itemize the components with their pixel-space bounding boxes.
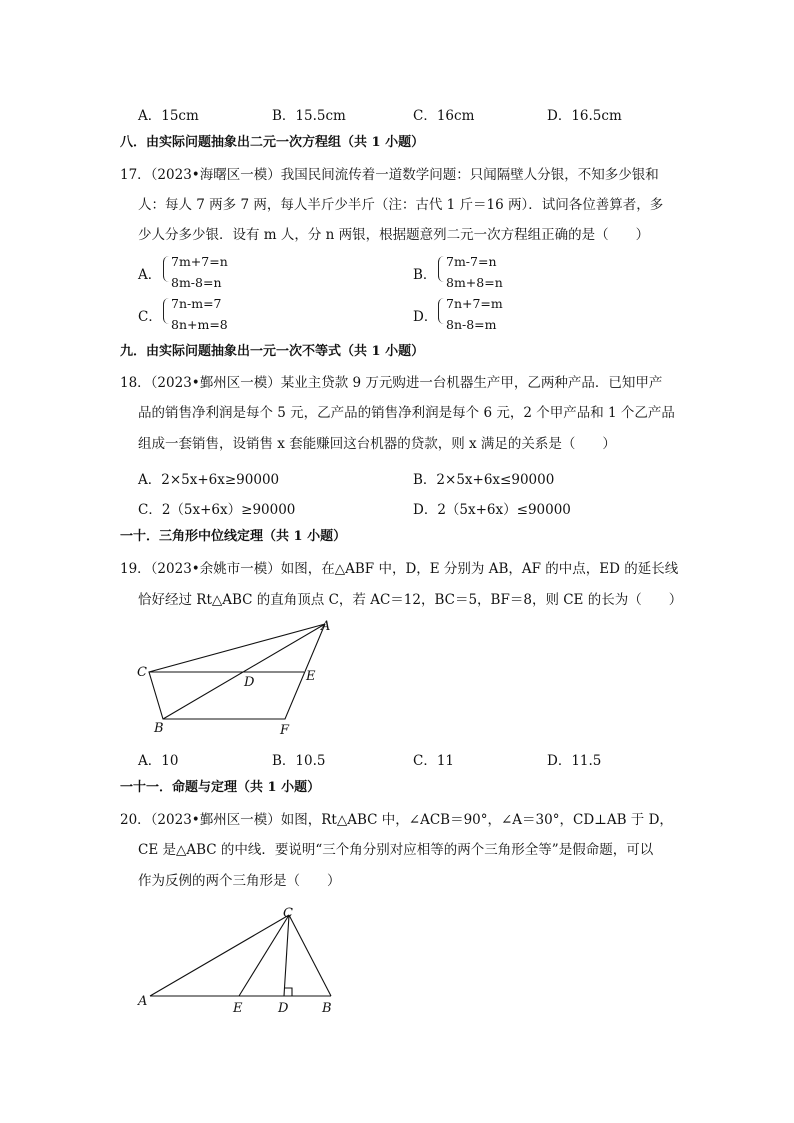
q17-option-d-eq1: 7n+7=m [446,296,503,311]
q20-text-line-3: 作为反例的两个三角形是（ ） [138,873,341,889]
section-9-title: 九．由实际问题抽象出一元一次不等式（共 1 小题） [120,344,425,359]
q20-label-d: D [278,1001,289,1016]
right-angle-icon [284,988,292,996]
q17-option-d-label: D． [413,309,438,325]
q19-text-line-2: 恰好经过 Rt△ABC 的直角顶点 C，若 AC＝12，BC＝5，BF＝8，则 CE 的长为（ ） [138,592,683,608]
q17-option-c-eq1: 7n-m=7 [171,296,222,311]
q17-text-line-3: 少人分多少银．设有 m 人，分 n 两银，根据题意列二元一次方程组正确的是（ ） [138,227,650,243]
q17-text-line-2: 人：每人 7 两多 7 两，每人半斤少半斤（注：古代 1 斤＝16 两）．试问各位善算者，多 [138,197,664,213]
q16-option-c[interactable]: C．16cm [413,108,475,124]
q18-text-line-2: 品的销售净利润是每个 5 元，乙产品的销售净利润是每个 6 元，2 个甲产品和 1 个乙产品 [138,405,675,421]
q17-option-a-eq1: 7m+7=n [171,254,228,269]
q17-option-b-label: B． [413,267,437,283]
q17-option-c-eq2: 8n+m=8 [171,317,228,332]
q19-label-b: B [154,721,164,736]
q17-option-a-label: A． [138,267,162,283]
q20-label-b: B [322,1001,332,1016]
q19-label-d: D [244,675,255,690]
q18-option-d[interactable]: D．2（5x+6x）≤90000 [413,502,571,518]
q20-segment-bc [289,915,331,996]
q20-text-line-1: 20．（2023•鄞州区一模）如图，Rt△ABC 中，∠ACB＝90°，∠A＝30°，CD⊥AB 于 D， [120,812,673,828]
q19-label-a: A [321,619,331,634]
q18-option-b[interactable]: B．2×5x+6x≤90000 [413,472,555,488]
q16-option-a[interactable]: A．15cm [138,108,199,124]
q17-option-c-label: C． [138,309,162,325]
q17-option-b-eq2: 8m+8=n [446,275,503,290]
q20-text-line-2: CE 是△ABC 的中线．要说明“三个角分别对应相等的两个三角形全等”是假命题，可以 [138,842,654,858]
q19-option-d[interactable]: D．11.5 [547,753,602,769]
q17-option-d-eq2: 8n-8=m [446,317,497,332]
q20-segment-ac [150,915,289,996]
q19-label-e: E [306,669,316,684]
q19-label-f: F [280,723,290,738]
q18-option-c[interactable]: C．2（5x+6x）≥90000 [138,502,296,518]
q18-option-a[interactable]: A．2×5x+6x≥90000 [138,472,280,488]
q19-option-b[interactable]: B．10.5 [272,753,326,769]
q17-option-a-eq2: 8m-8=n [171,275,222,290]
q18-text-line-3: 组成一套销售，设销售 x 套能赚回这台机器的贷款，则 x 满足的关系是（ ） [138,436,616,452]
q19-option-a[interactable]: A．10 [138,753,179,769]
q20-segment-ce [239,915,289,996]
q16-option-b[interactable]: B．15.5cm [272,108,346,124]
section-8-title: 八．由实际问题抽象出二元一次方程组（共 1 小题） [120,135,425,150]
q18-text-line-1: 18．（2023•鄞州区一模）某业主贷款 9 万元购进一台机器生产甲，乙两种产品．已知甲产 [120,375,663,391]
q20-label-c: C [283,906,293,921]
q19-text-line-1: 19．（2023•余姚市一模）如图，在△ABF 中，D，E 分别为 AB，AF 的中点，ED 的延长线 [120,561,679,577]
q17-option-b-eq1: 7m-7=n [446,254,497,269]
q20-label-a: A [138,994,148,1009]
q16-option-d[interactable]: D．16.5cm [547,108,622,124]
q20-segment-cd [284,915,289,996]
q19-option-c[interactable]: C．11 [413,753,455,769]
q20-label-e: E [233,1001,243,1016]
section-10-title: 一十．三角形中位线定理（共 1 小题） [120,529,347,544]
q17-text-line-1: 17．（2023•海曙区一模）我国民间流传着一道数学问题：只闻隔壁人分银，不知多少银和 [120,167,659,183]
q19-label-c: C [137,665,147,680]
section-11-title: 一十一．命题与定理（共 1 小题） [120,780,321,795]
